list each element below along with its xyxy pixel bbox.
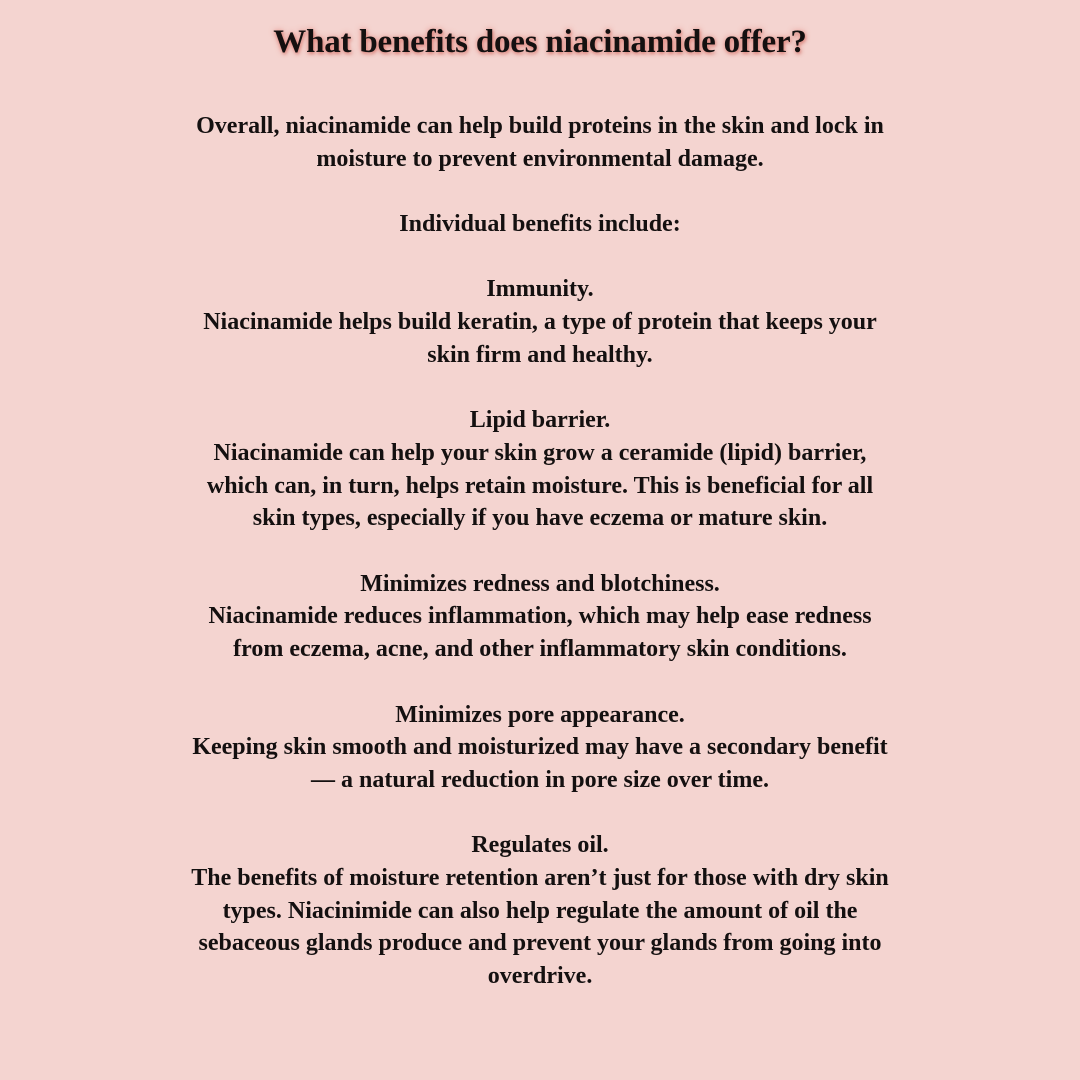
article-body (190, 110, 890, 993)
spacer (190, 372, 890, 405)
benefit-heading: Lipid barrier. (469, 407, 611, 434)
benefit-text: Keeping skin smooth and moisturized may have a secondary benefit — a natural reduction in pore size over time. (192, 734, 888, 793)
page-title: What benefits does niacinamide offer? (273, 24, 807, 60)
benefits-intro: Individual benefits include: (399, 211, 681, 238)
benefit-text: The benefits of moisture retention aren’t just for those with dry skin types. Niacinimide can also help regulate the amount of oil the sebaceous glands produce and prevent your glands from going into overdrive. (191, 865, 889, 990)
benefit-heading: Immunity. (486, 276, 594, 303)
spacer (190, 241, 890, 274)
benefit-heading: Minimizes pore appearance. (395, 701, 685, 728)
benefit-text: Niacinamide helps build keratin, a type of protein that keeps your skin firm and healthy. (203, 309, 877, 368)
spacer (190, 797, 890, 830)
benefit-text: Niacinamide can help your skin grow a ceramide (lipid) barrier, which can, in turn, helps retain moisture. This is beneficial for all skin types, especially if you have eczema or mature skin. (206, 439, 874, 532)
spacer (190, 666, 890, 699)
benefit-immunity (190, 273, 890, 371)
benefit-heading: Regulates oil. (471, 832, 609, 859)
spacer (190, 175, 890, 208)
benefit-redness (190, 568, 890, 666)
spacer (190, 535, 890, 568)
benefit-pores (190, 699, 890, 797)
benefit-text: Niacinamide reduces inflammation, which may help ease redness from eczema, acne, and other inflammatory skin conditions. (208, 603, 872, 663)
benefit-lipid-barrier (190, 404, 890, 535)
benefit-heading: Minimizes redness and blotchiness. (360, 570, 720, 597)
benefit-oil (190, 829, 890, 993)
intro-paragraph: Overall, niacinamide can help build proteins in the skin and lock in moisture to prevent environmental damage. (196, 113, 884, 172)
